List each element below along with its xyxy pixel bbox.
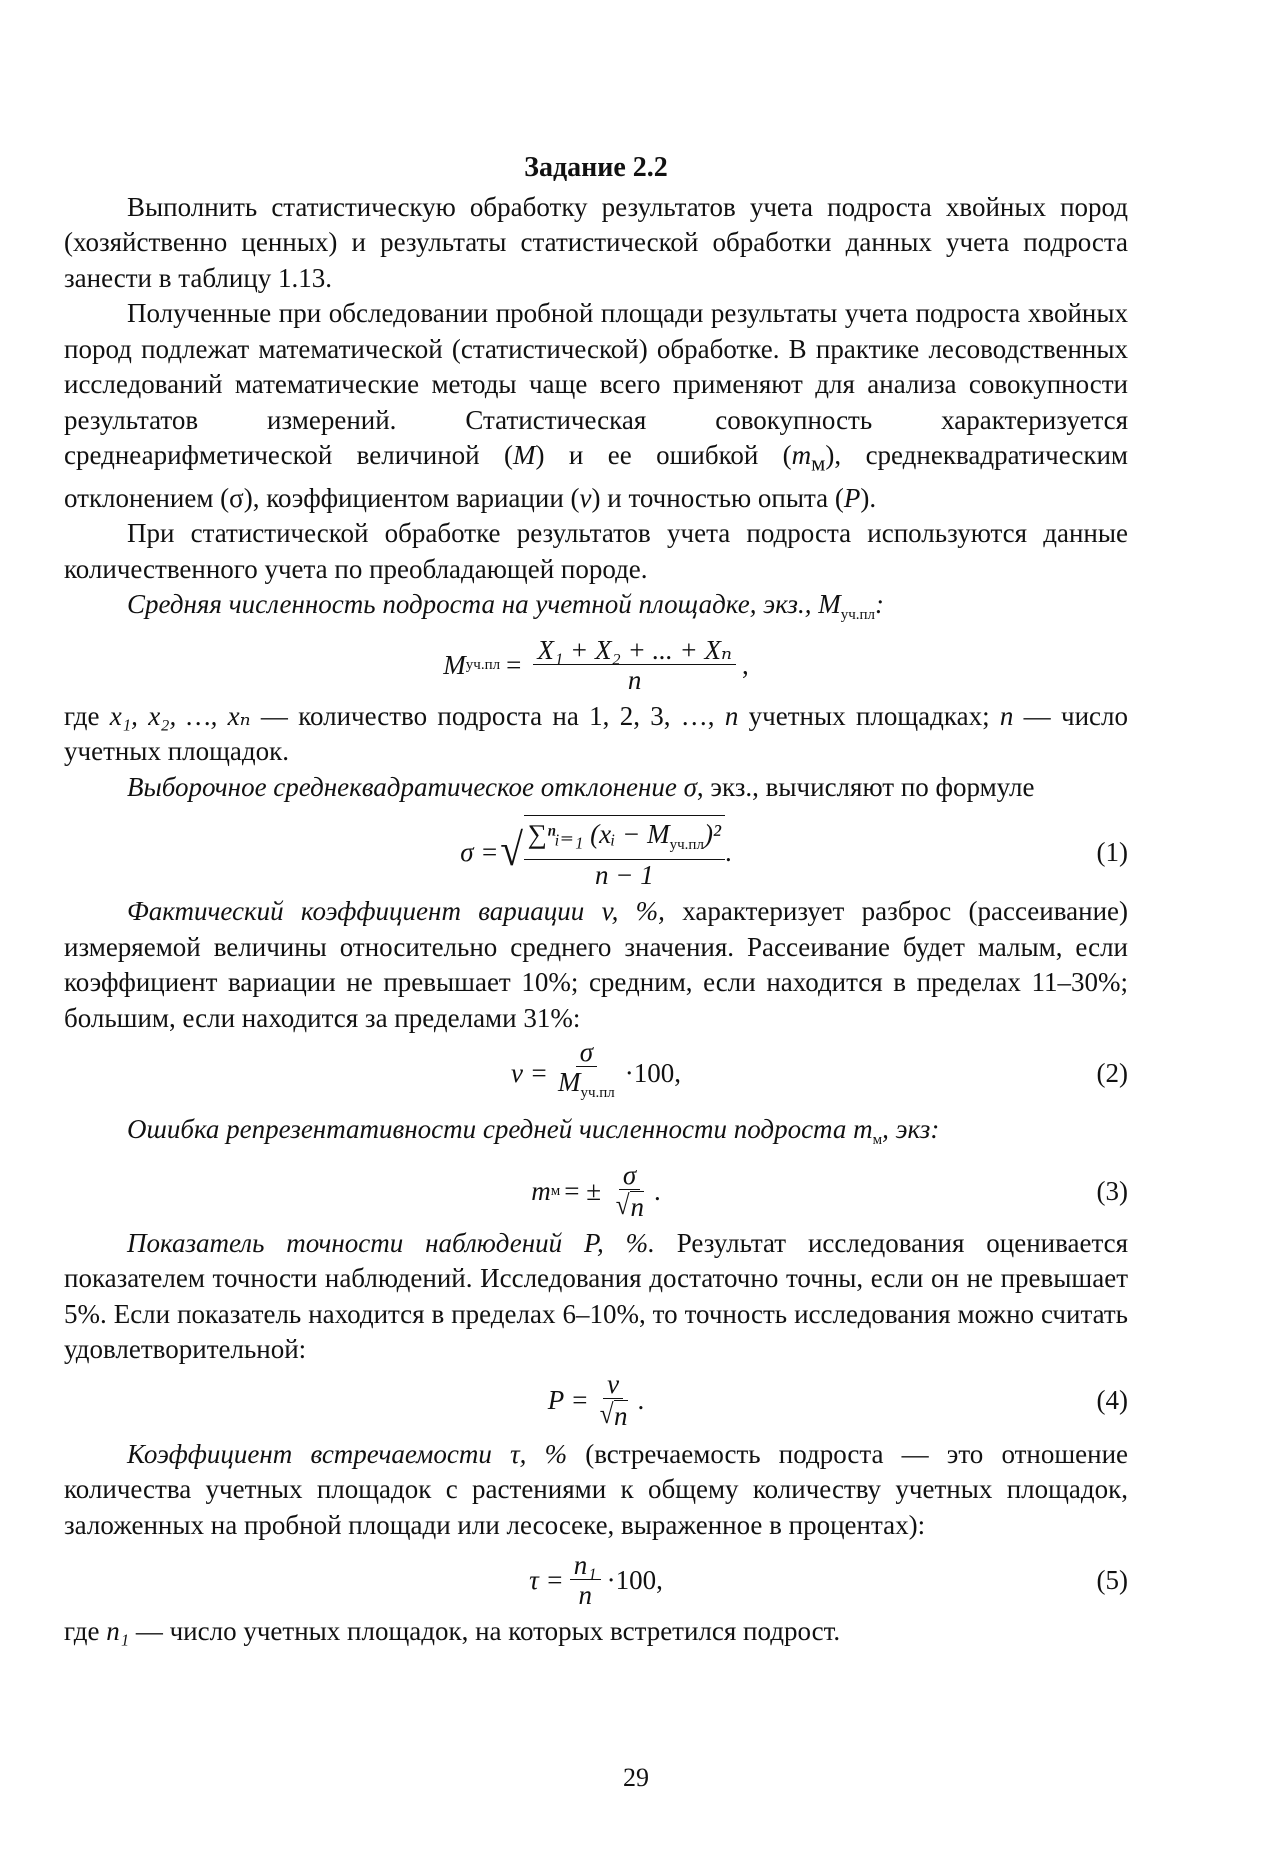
formula-mean-fraction [533,636,736,695]
intro-text-d: ) и точностью опыта ( [591,482,844,513]
formula2-tail: ·100, [624,1057,682,1088]
formula-3 [64,1161,1128,1222]
paragraph-data-usage: При статистической обработке результатов учета подроста используются данные количественного учета по преобладающей породе. [64,518,1128,584]
formula1-tail: . [725,837,732,868]
where2-n1: n₁ [106,1616,130,1647]
equation-number-5: (5) [1096,1565,1128,1596]
formula3-sqrt [615,1191,644,1222]
formula5-lhs: τ = [529,1565,564,1596]
paragraph-task: Выполнить статистическую обработку результатов учета подроста хвойных пород (хозяйственно ценных) и результаты статистической обработки данных учета подроста занести в таблицу 1.13. [64,191,1128,293]
formula2-lhs: v = [510,1057,548,1088]
variation-italic: Фактический коэффициент вариации v, %, [127,896,665,927]
where2-b: — число учетных площадок, на которых встретился подрост. [129,1616,841,1647]
formula-4 [64,1370,1128,1431]
accuracy-rest: Результат исследования оценивается показателем точности наблюдений. Исследования достаточно точны, если он не превышает 5%. Если показатель находится в пределах 6–10%, то точность исследования можно считать удовлетворительной: [64,1227,1129,1365]
formula1-lhs: σ = [460,837,499,868]
formula2-den-sub: уч.пл [580,1085,615,1102]
formula1-num-text: ∑ⁿᵢ₌₁ (xᵢ − M [527,819,670,850]
formula3-tail: . [653,1175,661,1206]
formula-mean-eq: = [506,649,522,680]
error-title-sub: м [872,1132,883,1149]
occurrence-rest: (встречаемость подроста — это отношение количества учетных площадок с растениями к общему количеству учетных площадок, заложенных на пробной площади или лесосеке, выраженное в процентах): [64,1438,1129,1540]
paragraph-occurrence [64,1437,1128,1544]
paragraph-accuracy [64,1226,1128,1368]
where1-c: учетных площадках; [738,700,1000,731]
formula3-lhs-sub: м [550,1182,561,1199]
formula2-denominator [554,1067,619,1108]
equation-number-2: (2) [1096,1057,1128,1088]
where1-d: — число учетных площадок. [64,700,1128,767]
formula1-denominator: n − 1 [595,860,654,891]
formula-mean-tail: , [741,649,749,680]
where1-vars: x₁, x₂, …, xₙ [109,700,251,731]
where1-n: n [724,700,739,731]
error-title-end: , экз: [882,1114,940,1145]
formula4-tail: . [637,1384,645,1415]
sigma-title-italic: Выборочное среднеквадратическое отклонение σ [127,771,697,802]
equation-number-3: (3) [1096,1175,1128,1206]
sqrt-icon: √ [599,1398,614,1430]
formula-1 [64,815,1128,890]
occurrence-italic: Коэффициент встречаемости τ, % [127,1438,568,1469]
equation-number-4: (4) [1096,1384,1128,1415]
formula-2 [64,1038,1128,1108]
mean-title-sym: M [818,589,841,620]
intro-text-a: Полученные при обследовании пробной площади результаты учета подроста хвойных пород подлежат математической (статистической) обработке. В практике лесоводственных исследований математические методы чаще всего применяют для анализа совокупности результатов измерений. Статистическая совокупность характеризуется среднеарифметической величиной ( [64,298,1128,470]
formula1-numerator [524,820,725,860]
formula-mean-lhs-sub: уч.пл [465,656,501,673]
where2-a: где [64,1616,107,1647]
sqrt-icon: √ [615,1189,630,1221]
mean-title-text: Средняя численность подроста на учетной площадке, экз., [127,589,819,620]
formula3-fraction [611,1161,648,1222]
formula3-den-text: n [630,1191,644,1222]
formula1-radicand [524,815,725,890]
error-title-text: Ошибка репрезентативности средней численности подроста m [127,1114,873,1145]
formula3-lhs: m [531,1175,551,1206]
formula-mean [64,636,1128,695]
symbol-v: v [579,482,592,513]
formula1-fraction [524,820,725,890]
sqrt-icon: √ [499,824,523,876]
formula4-denominator [595,1399,632,1431]
formula5-denominator: n [578,1580,592,1611]
mean-title-sub: уч.пл [840,607,876,624]
formula5-numerator: n₁ [570,1551,601,1580]
equation-number-1: (1) [1096,837,1128,868]
formula3-eq: = ± [564,1175,602,1206]
formula1-sqrt [499,815,726,890]
section-heading: Задание 2.2 [524,152,668,183]
formula-mean-lhs: M [443,649,466,680]
formula-mean-numerator: X₁ + X₂ + ... + Xₙ [533,636,736,665]
paragraph-where-2 [64,1614,1128,1650]
formula2-den-text: M [557,1067,581,1098]
mean-title-colon: : [875,589,885,620]
formula4-lhs: P = [547,1384,589,1415]
formula3-numerator: σ [619,1161,640,1190]
symbol-m-sub: м [811,450,826,476]
mean-title [64,587,1128,634]
where1-b: — количество подроста на 1, 2, 3, …, [250,700,725,731]
formula1-num-sub: уч.пл [669,837,704,854]
intro-text-b: ) и ее ошибкой ( [535,440,792,470]
formula2-fraction [554,1038,619,1108]
formula-mean-denominator: n [627,664,642,695]
symbol-m: m [791,440,812,470]
accuracy-italic: Показатель точности наблюдений P, %. [127,1227,655,1258]
sigma-title-rest: , экз., вычисляют по формуле [696,771,1035,802]
formula3-denominator [611,1190,648,1222]
where1-n2: n [999,700,1014,731]
formula5-tail: ·100, [606,1565,663,1596]
intro-text-e: ). [860,482,877,513]
formula-5 [64,1551,1128,1610]
intro-text-c: ), среднеквадратическим отклонением (σ), коэффициентом вариации ( [64,440,1128,513]
paragraph-sigma [64,770,1128,806]
error-title [64,1112,1128,1159]
paragraph-where-1 [64,699,1128,770]
where1-a: где [64,700,110,731]
formula4-den-text: n [614,1400,628,1431]
paragraph-intro [64,296,1128,516]
formula2-numerator: σ [576,1038,597,1067]
paragraph-variation [64,894,1128,1036]
variation-rest: характеризует разброс (рассеивание) измеряемой величины относительно среднего значения. Рассеивание будет малым, если коэффициент вариации не превышает 10%; средним, если находится в пределах 11–30%; большим, если находится за пределами 31%: [64,896,1128,1033]
page-content [64,150,1128,1650]
formula4-numerator: v [603,1370,623,1399]
symbol-P: P [843,482,861,513]
formula1-num-end: )² [703,819,722,850]
formula4-fraction [595,1370,632,1431]
page-number: 29 [623,1763,649,1792]
formula5-fraction [570,1551,601,1610]
symbol-M: M [513,440,536,470]
formula4-sqrt [599,1400,628,1431]
